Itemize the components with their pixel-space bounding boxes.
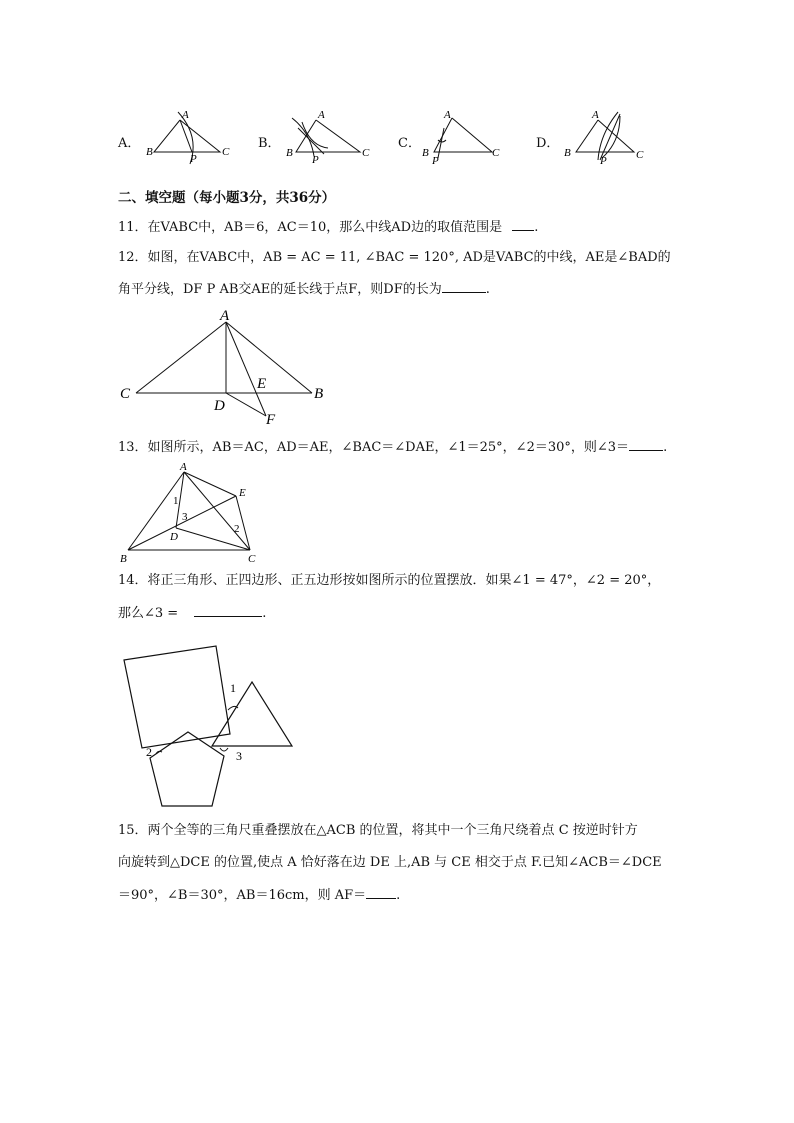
fig14-angle-3: 3 [236, 749, 242, 763]
question-13-figure [116, 458, 266, 566]
question-15-line-3: ＝90°，∠B＝30°，AB＝16cm，则 AF＝ . [118, 888, 401, 903]
question-13-answer-blank[interactable] [629, 438, 663, 451]
option-a-figure [140, 106, 240, 166]
option-c-point-c: C [492, 147, 500, 159]
option-d-figure [560, 106, 660, 166]
question-12-line-2: 角平分线，DF P AB交AE的延长线于点F，则DF的长为 . [118, 282, 490, 297]
fig13-label-a: A [180, 461, 187, 473]
question-14-line-2: 那么∠3 = . [118, 606, 267, 621]
square-shape [124, 646, 230, 748]
option-a-point-p: P [190, 153, 197, 165]
option-a-point-b: B [146, 146, 153, 158]
question-11-text: 11．在VABC中，AB＝6，AC＝10，那么中线AD边的取值范围是 [118, 220, 503, 235]
option-b-label: B． [258, 136, 281, 151]
fig12-label-b: B [314, 386, 324, 402]
option-d-point-c: C [636, 149, 644, 161]
question-11: 11．在VABC中，AB＝6，AC＝10，那么中线AD边的取值范围是 . [118, 220, 539, 235]
fig13-label-e: E [239, 487, 246, 499]
question-14-line-2-text: 那么∠3 = [118, 606, 179, 621]
option-b-point-a: A [318, 109, 325, 121]
option-c-point-a: A [444, 109, 451, 121]
fig13-angle-2: 2 [234, 523, 240, 535]
fig12-label-c: C [120, 386, 131, 402]
question-12-answer-blank[interactable] [442, 280, 486, 293]
option-d-label: D． [536, 136, 560, 151]
fig14-angle-2: 2 [146, 745, 152, 759]
fig12-label-e: E [257, 376, 267, 392]
question-13-text: 13．如图所示，AB＝AC，AD＝AE，∠BAC＝∠DAE，∠1＝25°，∠2＝30°，则∠3＝ [118, 440, 630, 455]
option-d-point-a: A [592, 109, 599, 121]
question-14-figure [116, 638, 306, 814]
question-13: 13．如图所示，AB＝AC，AD＝AE，∠BAC＝∠DAE，∠1＝25°，∠2＝30°，则∠3＝ . [118, 440, 668, 455]
option-b-figure [280, 106, 380, 166]
option-c-point-p: P [432, 155, 439, 166]
option-b-point-c: C [362, 147, 370, 159]
fig14-angle-1: 1 [230, 681, 236, 695]
option-a-point-c: C [222, 146, 230, 158]
option-d-point-p: P [600, 155, 607, 166]
fig13-label-d: D [170, 531, 178, 543]
question-14-line-1: 14．将正三角形、正四边形、正五边形按如图所示的位置摆放．如果∠1 = 47°，∠2 = 20°， [118, 573, 661, 588]
fig13-label-c: C [248, 553, 256, 565]
option-a-label: A． [118, 136, 141, 151]
question-15-line-3-text: ＝90°，∠B＝30°，AB＝16cm，则 AF＝ [118, 888, 367, 903]
option-c-label: C． [398, 136, 421, 151]
question-12-line-2-text: 角平分线，DF P AB交AE的延长线于点F，则DF的长为 [118, 282, 442, 297]
option-a-point-a: A [182, 109, 189, 121]
option-c-figure [418, 106, 518, 166]
option-b-point-b: B [286, 147, 293, 159]
question-11-answer-blank[interactable] [512, 218, 534, 231]
triangle-shape [212, 682, 292, 746]
question-15-line-2: 向旋转到△DCE 的位置,使点 A 恰好落在边 DE 上,AB 与 CE 相交于点 F.已知∠ACB＝∠DCE [118, 855, 662, 870]
fig12-label-d: D [214, 398, 225, 414]
fig12-label-a: A [220, 308, 230, 324]
fig13-angle-3: 3 [182, 511, 188, 523]
fig13-angle-1: 1 [173, 495, 179, 507]
question-14-answer-blank[interactable] [194, 604, 262, 617]
question-15-answer-blank[interactable] [366, 886, 396, 899]
question-12-line-1: 12．如图，在VABC中，AB = AC = 11, ∠BAC = 120°, AD是VABC的中线，AE是∠BAD的 [118, 250, 671, 265]
section-title: 二、填空题（每小题3分，共36分） [118, 190, 336, 206]
option-b-point-p: P [312, 154, 319, 166]
option-c-point-b: B [422, 147, 429, 159]
fig12-label-f: F [266, 412, 276, 428]
fig13-label-b: B [120, 553, 127, 565]
question-15-line-1: 15．两个全等的三角尺重叠摆放在△ACB 的位置，将其中一个三角尺绕着点 C 按逆时针方 [118, 823, 638, 838]
option-d-point-b: B [564, 147, 571, 159]
question-12-figure [116, 306, 336, 430]
pentagon-shape [150, 732, 224, 806]
